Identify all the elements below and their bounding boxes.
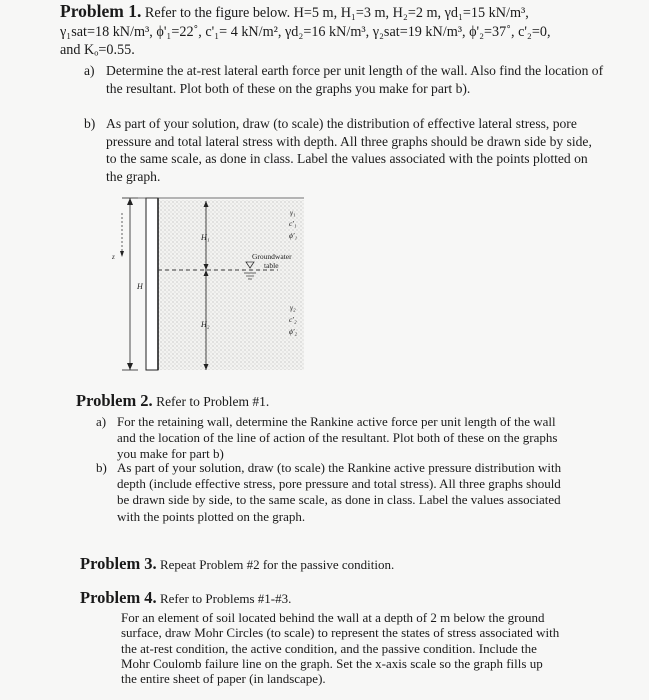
layer1-phi: ϕ′₁ (289, 231, 298, 240)
problem1-b-text: As part of your solution, draw (to scale) the distribution of effective lateral stress, pore pressure and total lateral stress with depth. All three graphs should be drawn side by side, to the same scale, as done in class. Label the values associated with the points plotted on the graph. (106, 116, 592, 184)
layer1-c: c′₁ (289, 219, 297, 228)
h1-label: H₁ (201, 233, 210, 242)
problem1-title: Problem 1. (60, 1, 142, 21)
problem2-b-label: b) (96, 460, 107, 475)
retaining-wall-figure (108, 193, 304, 379)
problem1-intro-line1: Refer to the figure below. H=5 m, H₁=3 m, H₂=2 m, γd₁=15 kN/m³, (141, 5, 529, 21)
problem2-part-a (96, 414, 576, 463)
layer2-c: c′₂ (289, 315, 297, 324)
problem1-intro (60, 2, 640, 60)
h2-label: H₂ (201, 320, 210, 329)
problem2-b-text: As part of your solution, draw (to scale) the Rankine active pressure distribution with depth (include effective stress, pore pressure and total stress). All three graphs should be drawn side by side, to the same scale, as done in class. Label the values associated with the points plotted on the graph. (117, 460, 562, 524)
problem1-a-label: a) (84, 63, 95, 78)
problem3 (80, 554, 394, 574)
soil-backfill (158, 200, 304, 370)
layer2-phi: ϕ′₂ (289, 327, 298, 336)
problem1-intro-line2: γ₁sat=18 kN/m³, ϕ'₁=22˚, c'₁= 4 kN/m², γd₂=16 kN/m³, γ₂sat=19 kN/m³, ϕ'₂=37˚, c'₂=0, (60, 23, 551, 40)
problem2-subtitle: Refer to Problem #1. (152, 394, 270, 409)
problem2-a-text: For the retaining wall, determine the Rankine active force per unit length of the wall and the location of the line of action of the resultant. Plot both of these on the graphs you make for part b) (117, 414, 558, 462)
problem4-text: For an element of soil located behind the wall at a depth of 2 m below the ground surface, draw Mohr Circles (to scale) to represent the states of stress associated with the at-rest condition, the active condition, and the passive condition. Include the Mohr Coulomb failure line on the graph. Set the x-axis scale so the graph fills up the entire sheet of paper (in landscape). (121, 610, 560, 687)
problem1-part-a (84, 62, 604, 97)
layer2-gamma: γ₂ (290, 303, 296, 312)
problem4-subtitle: Refer to Problems #1-#3. (156, 591, 292, 606)
problem1-part-b (84, 115, 604, 185)
problem2-title: Problem 2. (76, 391, 153, 410)
layer1-gamma: γ₁ (290, 208, 296, 217)
h-label: H (137, 282, 143, 291)
problem4-title: Problem 4. (80, 588, 157, 607)
z-label: z (112, 253, 115, 261)
retaining-wall (146, 198, 158, 370)
problem1-a-text: Determine the at-rest lateral earth force per unit length of the wall. Also find the location of the resultant. Plot both of these on the graphs you make for part b). (106, 63, 604, 96)
problem1-b-label: b) (84, 116, 96, 131)
problem1-intro-line3: and Kₒ=0.55. (60, 42, 135, 58)
problem3-text: Repeat Problem #2 for the passive condition. (156, 557, 395, 572)
groundwater-label-line1: Groundwater (252, 252, 292, 261)
problem2-a-label: a) (96, 414, 107, 429)
problem2-heading (76, 391, 269, 411)
groundwater-label-line2: table (264, 261, 279, 270)
problem3-title: Problem 3. (80, 554, 157, 573)
problem2-part-b (96, 460, 576, 525)
problem4-heading (80, 588, 291, 608)
